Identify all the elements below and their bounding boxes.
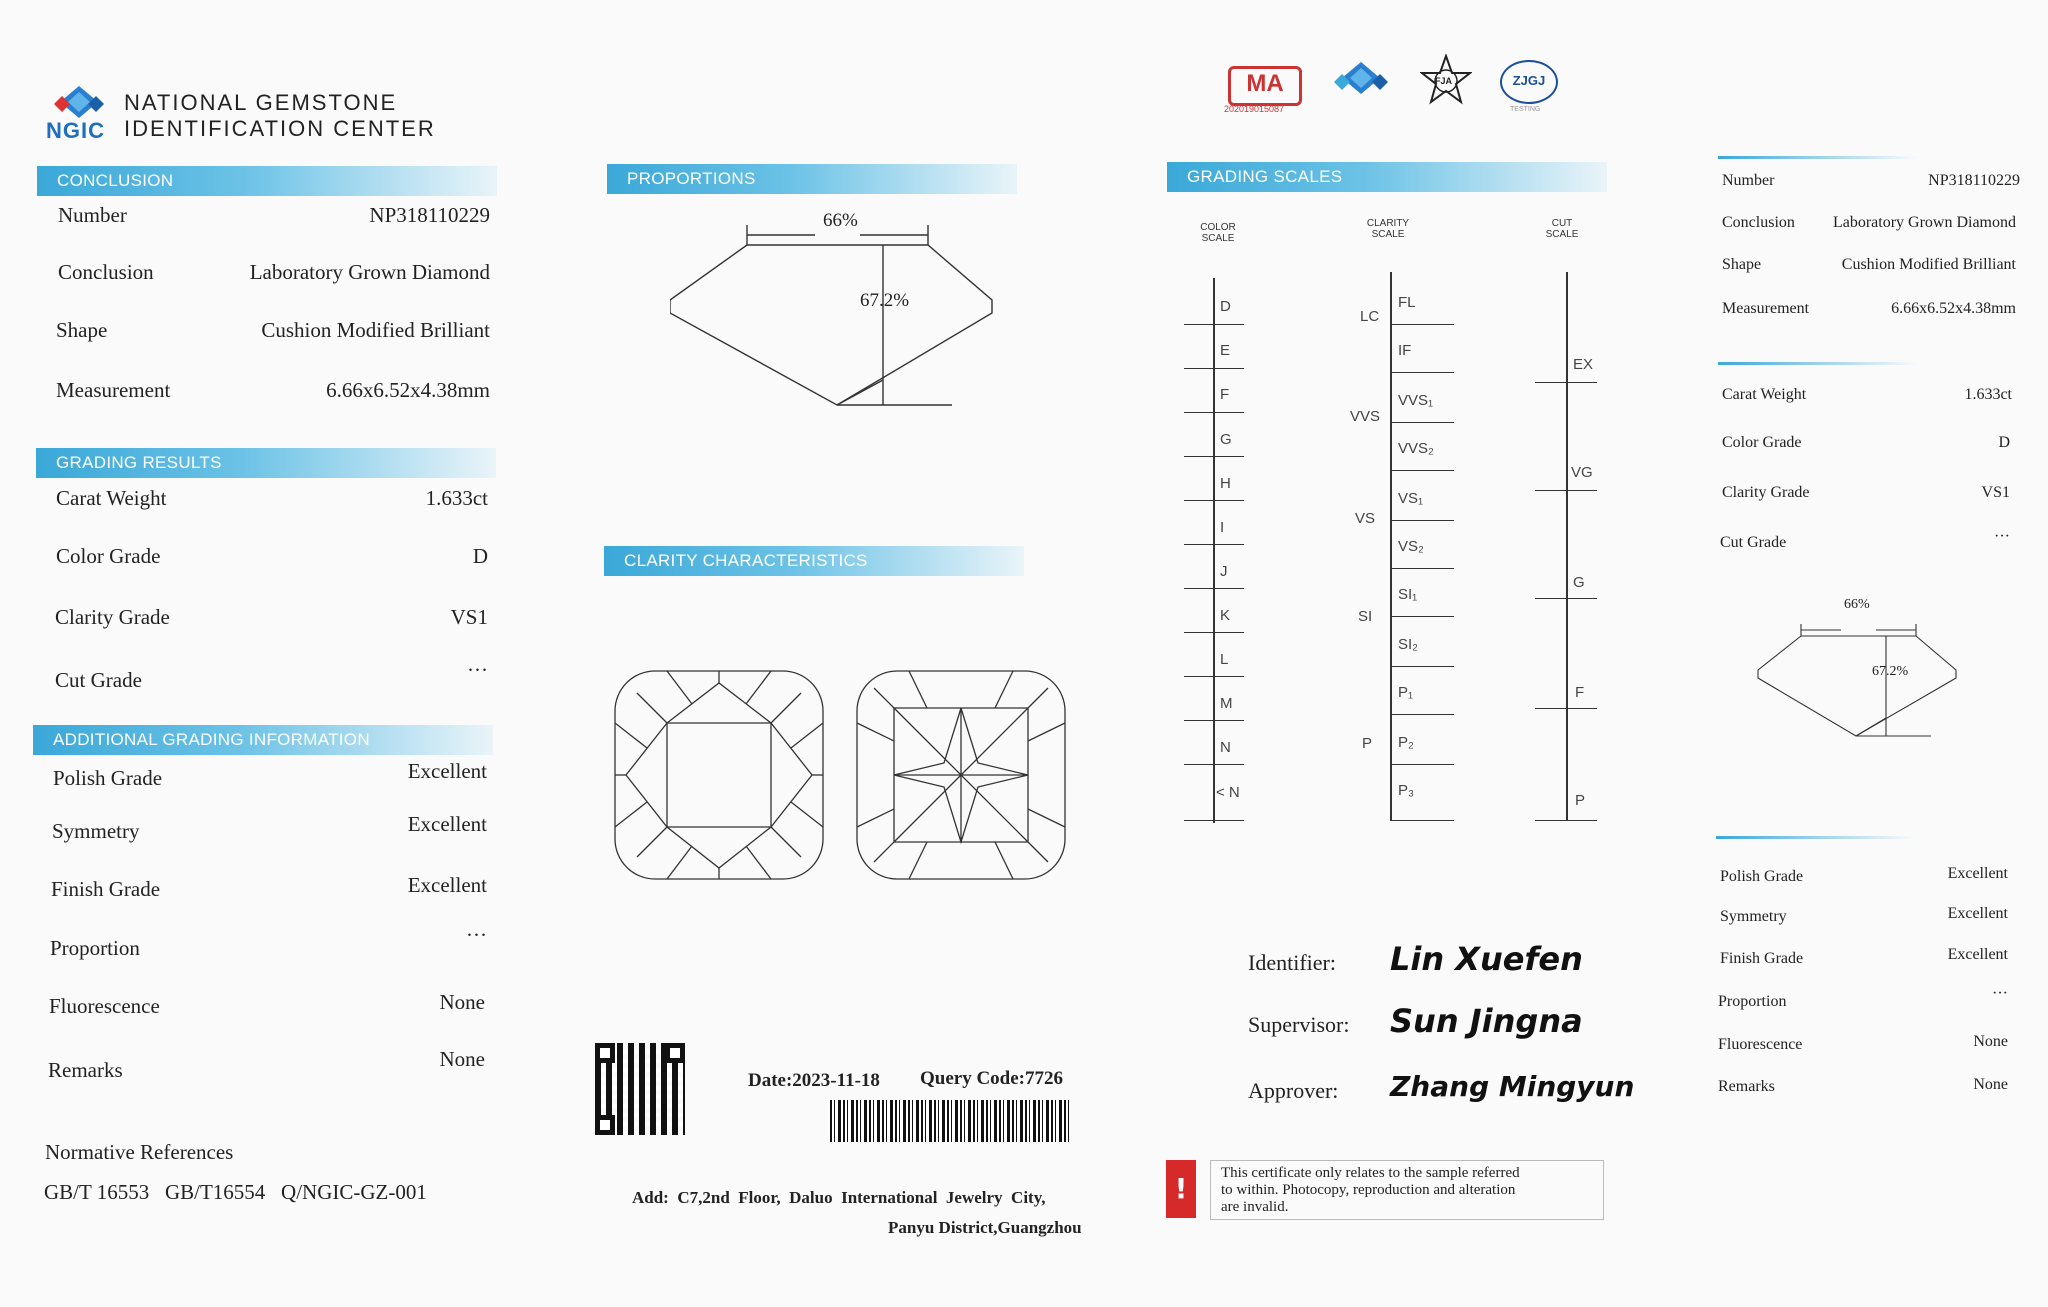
clarity-grade: SI₁ bbox=[1398, 586, 1418, 603]
stub-shape-value: Cushion Modified Brilliant bbox=[1841, 256, 2016, 273]
clarity-grade: P₂ bbox=[1398, 734, 1414, 751]
clarity-scale-title-2: SCALE bbox=[1371, 229, 1405, 240]
color-grade: N bbox=[1220, 739, 1231, 756]
stub-polish-label: Polish Grade bbox=[1720, 868, 1804, 885]
stub-symmetry-label: Symmetry bbox=[1720, 908, 1787, 925]
stub-proportion-label: Proportion bbox=[1718, 993, 1787, 1010]
proportions-header: PROPORTIONS bbox=[607, 164, 1017, 194]
gem-logo-icon bbox=[1330, 60, 1392, 110]
depth-percent: 67.2% bbox=[860, 290, 910, 311]
clarity-grade: VVS₂ bbox=[1398, 440, 1434, 457]
tick bbox=[1184, 676, 1244, 677]
stub-divider-1 bbox=[1718, 156, 1918, 159]
stub-cut-value: ··· bbox=[1994, 528, 2010, 545]
additional-header: ADDITIONAL GRADING INFORMATION bbox=[33, 725, 493, 755]
tick bbox=[1535, 490, 1597, 491]
polish-label: Polish Grade bbox=[53, 766, 163, 790]
identifier-signature: Lin Xuefen bbox=[1390, 940, 1583, 978]
color-grade: D bbox=[1220, 298, 1231, 315]
tick bbox=[1184, 820, 1244, 821]
symmetry-label: Symmetry bbox=[52, 819, 140, 843]
cut-scale-title-2: SCALE bbox=[1545, 229, 1579, 240]
color-grade: E bbox=[1220, 342, 1231, 359]
address-line2: Panyu District,Guangzhou bbox=[888, 1218, 1082, 1237]
clarity-group: SI bbox=[1358, 608, 1373, 625]
normative-title: Normative References bbox=[45, 1140, 234, 1164]
proportion-value: ··· bbox=[466, 923, 487, 947]
normative-refs: GB/T 16553 GB/T16554 Q/NGIC-GZ-001 bbox=[44, 1180, 427, 1204]
tick bbox=[1184, 324, 1244, 325]
conclusion-label: Conclusion bbox=[58, 260, 154, 284]
stub-remarks-label: Remarks bbox=[1718, 1078, 1775, 1095]
clarity-scale-title-1: CLARITY bbox=[1366, 218, 1410, 229]
stub-number-label: Number bbox=[1722, 172, 1775, 189]
number-value: NP318110229 bbox=[369, 203, 490, 227]
tick bbox=[1535, 598, 1597, 599]
table-percent: 66% bbox=[823, 210, 858, 231]
tick bbox=[1390, 616, 1454, 617]
conclusion-header: CONCLUSION bbox=[37, 166, 497, 196]
stub-fluorescence-label: Fluorescence bbox=[1718, 1036, 1803, 1053]
stub-proportion-value: ··· bbox=[1992, 985, 2008, 1002]
notice-line2: to within. Photocopy, reproduction and alteration bbox=[1221, 1182, 1516, 1198]
color-grade: K bbox=[1220, 607, 1231, 624]
stub-cut-label: Cut Grade bbox=[1720, 534, 1787, 551]
tick bbox=[1390, 568, 1454, 569]
clarity-group: VVS bbox=[1350, 408, 1381, 425]
color-grade: J bbox=[1220, 563, 1228, 580]
identifier-label: Identifier: bbox=[1248, 950, 1336, 975]
cut-scale-title bbox=[1540, 218, 1584, 240]
stub-conclusion-label: Conclusion bbox=[1722, 214, 1795, 231]
tick bbox=[1390, 422, 1454, 423]
color-value: D bbox=[472, 544, 488, 568]
stub-remarks-value: None bbox=[1973, 1076, 2008, 1093]
stub-carat-label: Carat Weight bbox=[1722, 386, 1807, 403]
stub-divider-2 bbox=[1718, 362, 1918, 365]
qr-finder-bl bbox=[595, 1115, 615, 1135]
clarity-group: P bbox=[1362, 735, 1373, 752]
tick bbox=[1390, 820, 1454, 821]
measurement-label: Measurement bbox=[56, 378, 171, 402]
tick bbox=[1184, 632, 1244, 633]
barcode[interactable] bbox=[830, 1100, 1070, 1142]
zjgj-logo: ZJGJ bbox=[1500, 60, 1558, 104]
cut-grade: EX bbox=[1573, 356, 1594, 373]
color-grade: L bbox=[1220, 651, 1229, 668]
clarity-grade: P₁ bbox=[1398, 684, 1414, 701]
supervisor-signature: Sun Jingna bbox=[1390, 1002, 1583, 1040]
remarks-value: None bbox=[439, 1047, 485, 1071]
stub-number-value: NP318110229 bbox=[1928, 172, 2020, 189]
tick bbox=[1184, 764, 1244, 765]
stub-carat-value: 1.633ct bbox=[1964, 386, 2012, 403]
finish-value: Excellent bbox=[407, 873, 487, 897]
color-grade: M bbox=[1220, 695, 1233, 712]
fja-text: FJA bbox=[1435, 76, 1453, 86]
finish-label: Finish Grade bbox=[51, 877, 161, 901]
carat-value: 1.633ct bbox=[425, 486, 488, 510]
crown-view-diagram bbox=[612, 668, 826, 882]
cut-scale bbox=[1535, 280, 1605, 825]
cma-logo: MA bbox=[1228, 66, 1302, 106]
remarks-label: Remarks bbox=[48, 1058, 123, 1082]
fluorescence-value: None bbox=[439, 990, 485, 1014]
clarity-group: VS bbox=[1355, 510, 1376, 527]
color-scale-title-2: SCALE bbox=[1201, 233, 1235, 244]
tick bbox=[1390, 520, 1454, 521]
tick bbox=[1184, 368, 1244, 369]
cut-grade: VG bbox=[1571, 464, 1593, 481]
approver-signature: Zhang Mingyun bbox=[1390, 1070, 1635, 1103]
measurement-value: 6.66x6.52x4.38mm bbox=[326, 378, 490, 402]
stub-color-label: Color Grade bbox=[1722, 434, 1802, 451]
conclusion-value: Laboratory Grown Diamond bbox=[249, 260, 490, 284]
warning-icon: ! bbox=[1166, 1160, 1196, 1218]
grading-results-header: GRADING RESULTS bbox=[36, 448, 496, 478]
stub-polish-value: Excellent bbox=[1947, 865, 2008, 882]
query-code: Query Code:7726 bbox=[920, 1068, 1064, 1089]
carat-label: Carat Weight bbox=[56, 486, 167, 510]
stub-finish-label: Finish Grade bbox=[1720, 950, 1804, 967]
stub-symmetry-value: Excellent bbox=[1947, 905, 2008, 922]
clarity-grade: VS₂ bbox=[1398, 538, 1424, 555]
color-scale bbox=[1180, 284, 1260, 824]
cut-value: ··· bbox=[467, 658, 488, 682]
fluorescence-label: Fluorescence bbox=[49, 994, 160, 1018]
cut-grade: G bbox=[1573, 574, 1585, 591]
grading-scales-header: GRADING SCALES bbox=[1167, 162, 1607, 192]
proportion-label: Proportion bbox=[50, 936, 140, 960]
stub-finish-value: Excellent bbox=[1947, 946, 2008, 963]
tick bbox=[1390, 666, 1454, 667]
stub-measurement-value: 6.66x6.52x4.38mm bbox=[1891, 300, 2016, 317]
tick bbox=[1390, 324, 1454, 325]
qr-finder-tr bbox=[665, 1043, 685, 1063]
color-grade: < N bbox=[1216, 784, 1240, 801]
color-grade: I bbox=[1220, 519, 1225, 536]
qr-finder-tl bbox=[595, 1043, 615, 1063]
cut-grade: P bbox=[1575, 792, 1586, 809]
tick bbox=[1184, 412, 1244, 413]
symmetry-value: Excellent bbox=[407, 812, 487, 836]
clarity-group: LC bbox=[1360, 308, 1380, 325]
clarity-grade: P₃ bbox=[1398, 782, 1415, 799]
clarity-scale-title bbox=[1358, 218, 1418, 240]
clarity-grade: SI₂ bbox=[1398, 636, 1418, 653]
tick bbox=[1535, 382, 1597, 383]
clarity-grade: VVS₁ bbox=[1398, 392, 1434, 409]
stub-shape-label: Shape bbox=[1722, 256, 1762, 273]
tick bbox=[1535, 820, 1597, 821]
cert-date: Date:2023-11-18 bbox=[748, 1070, 880, 1091]
shape-label: Shape bbox=[56, 318, 108, 342]
stub-table-percent: 66% bbox=[1844, 597, 1870, 612]
stub-conclusion-value: Laboratory Grown Diamond bbox=[1832, 214, 2016, 231]
polish-value: Excellent bbox=[407, 759, 487, 783]
supervisor-label: Supervisor: bbox=[1248, 1012, 1350, 1037]
clarity-grade: VS₁ bbox=[1398, 490, 1424, 507]
stub-fluorescence-value: None bbox=[1973, 1033, 2008, 1050]
clarity-grade: IF bbox=[1398, 342, 1412, 359]
ngic-abbr: NGIC bbox=[46, 118, 105, 143]
tick bbox=[1390, 714, 1454, 715]
notice-box bbox=[1210, 1160, 1604, 1220]
color-grade: G bbox=[1220, 431, 1232, 448]
org-name-line1: NATIONAL GEMSTONE bbox=[124, 90, 398, 115]
notice-line3: are invalid. bbox=[1221, 1199, 1289, 1215]
clarity-value: VS1 bbox=[450, 605, 488, 629]
clarity-grade: FL bbox=[1398, 294, 1416, 311]
tick bbox=[1184, 588, 1244, 589]
cut-scale-title-1: CUT bbox=[1551, 218, 1573, 229]
cma-code: 202019015087 bbox=[1224, 104, 1285, 114]
clarity-scale bbox=[1340, 280, 1460, 825]
cut-grade: F bbox=[1575, 684, 1585, 701]
approver-label: Approver: bbox=[1248, 1078, 1339, 1103]
tick bbox=[1390, 372, 1454, 373]
stub-clarity-label: Clarity Grade bbox=[1722, 484, 1810, 501]
tick bbox=[1390, 764, 1454, 765]
stub-clarity-value: VS1 bbox=[1981, 484, 2010, 501]
tick bbox=[1184, 456, 1244, 457]
pavilion-view-diagram bbox=[854, 668, 1068, 882]
org-name-line2: IDENTIFICATION CENTER bbox=[124, 116, 436, 141]
color-scale-title-1: COLOR bbox=[1200, 222, 1236, 233]
notice-line1: This certificate only relates to the sample referred bbox=[1221, 1165, 1520, 1181]
color-grade: F bbox=[1220, 386, 1230, 403]
stub-depth-percent: 67.2% bbox=[1872, 664, 1909, 679]
stub-divider-3 bbox=[1716, 836, 1916, 839]
number-label: Number bbox=[58, 203, 127, 227]
tick bbox=[1184, 720, 1244, 721]
color-label: Color Grade bbox=[56, 544, 161, 568]
stub-color-value: D bbox=[1998, 434, 2010, 451]
tick bbox=[1184, 544, 1244, 545]
proportion-diagram bbox=[670, 205, 1010, 420]
clarity-label: Clarity Grade bbox=[55, 605, 170, 629]
clarity-header: CLARITY CHARACTERISTICS bbox=[604, 546, 1024, 576]
stub-measurement-label: Measurement bbox=[1722, 300, 1810, 317]
address-line1: Add: C7,2nd Floor, Daluo International Jewelry City, bbox=[632, 1188, 1046, 1207]
cut-label: Cut Grade bbox=[55, 668, 142, 692]
zjgj-sub: TESTING bbox=[1510, 106, 1541, 113]
color-grade: H bbox=[1220, 475, 1231, 492]
tick bbox=[1184, 500, 1244, 501]
stub-proportion-diagram bbox=[1756, 612, 1962, 742]
tick bbox=[1390, 470, 1454, 471]
color-scale-title bbox=[1190, 222, 1246, 244]
shape-value: Cushion Modified Brilliant bbox=[261, 318, 490, 342]
tick bbox=[1535, 708, 1597, 709]
